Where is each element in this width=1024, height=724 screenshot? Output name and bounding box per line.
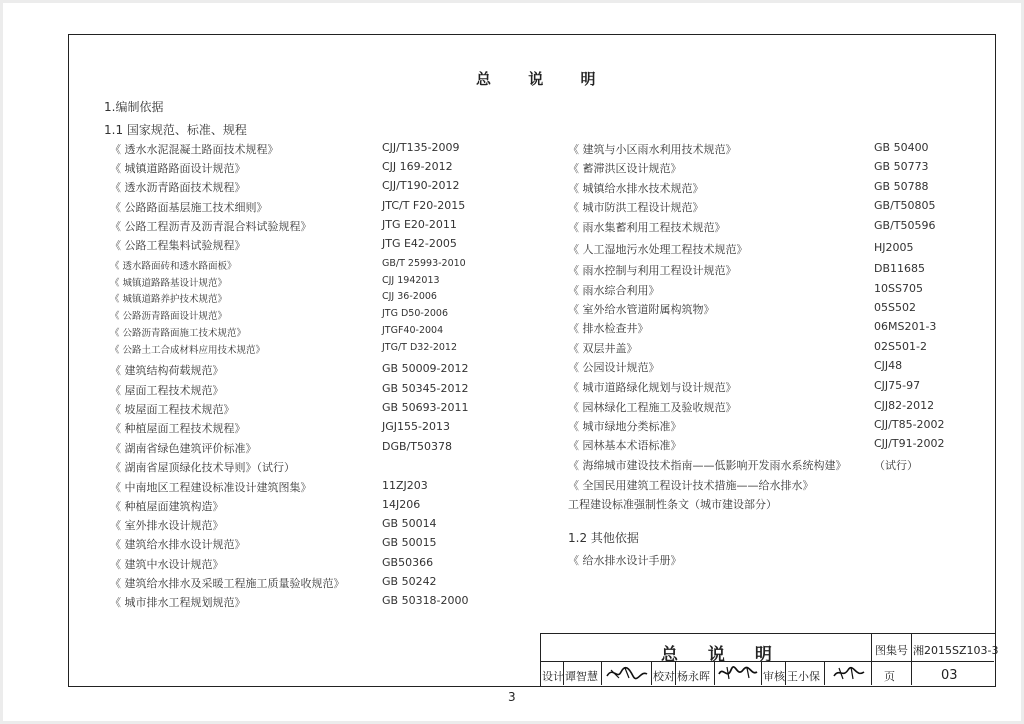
- atlas-number: 湘2015SZ103-3: [913, 644, 999, 657]
- standard-name: 《 雨水集蓄利用工程技术规范》: [568, 221, 726, 234]
- title-block-vline: [651, 661, 652, 685]
- checker-name: 杨永晖: [677, 670, 710, 683]
- title-block-vline: [601, 661, 602, 685]
- standard-name: 《 全国民用建筑工程设计技术措施——给水排水》: [568, 479, 814, 492]
- standard-name: 《 城市道路绿化规划与设计规范》: [568, 381, 737, 394]
- standard-code: GB 50345-2012: [382, 382, 469, 395]
- standard-code: 05S502: [874, 301, 916, 314]
- standard-code: DB11685: [874, 262, 926, 275]
- standard-name: 《 雨水综合利用》: [568, 284, 660, 297]
- standard-code: GB 50693-2011: [382, 401, 469, 414]
- standard-name: 《 建筑中水设计规范》: [110, 558, 224, 571]
- standard-code: JTG D50-2006: [382, 308, 448, 319]
- reviewer-name: 王小保: [787, 670, 820, 683]
- standard-name: 《 双层井盖》: [568, 342, 638, 355]
- standard-code: JTG/T D32-2012: [382, 342, 457, 353]
- standard-name: 《 城市防洪工程设计规范》: [568, 201, 704, 214]
- review-label: 审核: [763, 670, 785, 683]
- standard-name: 《 公路路面基层施工技术细则》: [110, 201, 268, 214]
- standard-code: GB 50014: [382, 517, 437, 530]
- standard-code: GB 50015: [382, 536, 437, 549]
- standard-code: CJJ 169-2012: [382, 160, 453, 173]
- standard-name: 《 中南地区工程建设标准设计建筑图集》: [110, 481, 312, 494]
- reviewer-signature: [831, 664, 867, 682]
- designer-signature: [605, 664, 649, 682]
- standard-name: 《 城镇道路路基设计规范》: [110, 278, 228, 289]
- section-heading-1-1: 1.1 国家规范、标准、规程: [104, 123, 247, 137]
- standard-name: 《 透水路面砖和透水路面板》: [110, 261, 237, 272]
- standard-code: 02S501-2: [874, 340, 927, 353]
- standard-name: 《 湖南省屋顶绿化技术导则》（试行）: [110, 461, 295, 474]
- standard-code: GB 50773: [874, 160, 929, 173]
- standard-code: JTG E42-2005: [382, 237, 457, 250]
- standard-name: 《 公路工程集料试验规程》: [110, 239, 246, 252]
- standard-code: JGJ155-2013: [382, 420, 450, 433]
- standard-name: 《 种植屋面工程技术规程》: [110, 422, 246, 435]
- standard-name: 《 城镇给水排水技术规范》: [568, 182, 704, 195]
- standard-name: 《 园林基本术语标准》: [568, 439, 682, 452]
- section-heading-1-2: 1.2 其他依据: [568, 531, 639, 545]
- section-heading-1: 1.编制依据: [104, 100, 164, 114]
- standard-name: 《 雨水控制与利用工程设计规范》: [568, 264, 737, 277]
- standard-code: CJJ75-97: [874, 379, 921, 392]
- check-label: 校对: [653, 670, 675, 683]
- standard-name: 《 湖南省绿色建筑评价标准》: [110, 442, 257, 455]
- standard-name: 《 公路沥青路面设计规范》: [110, 311, 228, 322]
- standard-name: 《 建筑与小区雨水利用技术规范》: [568, 143, 737, 156]
- standard-code: GB 50788: [874, 180, 929, 193]
- standard-name: 《 城市绿地分类标准》: [568, 420, 682, 433]
- standard-code: 14J206: [382, 498, 421, 511]
- standard-code: 11ZJ203: [382, 479, 428, 492]
- standard-name: 《 种植屋面建筑构造》: [110, 500, 224, 513]
- standard-code: GB 50242: [382, 575, 437, 588]
- standard-code: HJ2005: [874, 241, 914, 254]
- atlas-label: 图集号: [875, 644, 908, 657]
- standard-name: 《 排水检查井》: [568, 322, 649, 335]
- standard-name: 《 园林绿化工程施工及验收规范》: [568, 401, 737, 414]
- standard-name: 《 建筑结构荷载规范》: [110, 364, 224, 377]
- standard-name: 《 透水水泥混凝土路面技术规程》: [110, 143, 279, 156]
- standard-name: 《 城市排水工程规划规范》: [110, 596, 246, 609]
- standard-code: JTC/T F20-2015: [382, 199, 466, 212]
- standard-code: GB/T50805: [874, 199, 936, 212]
- other-basis-item: 《 给水排水设计手册》: [568, 554, 682, 567]
- standard-code: GB 50009-2012: [382, 362, 469, 375]
- standard-code: CJJ82-2012: [874, 399, 935, 412]
- standard-code: 10SS705: [874, 282, 923, 295]
- designer-name: 谭智慧: [565, 670, 598, 683]
- standard-code: CJJ 1942013: [382, 275, 440, 286]
- standard-code: CJJ48: [874, 359, 903, 372]
- checker-signature: [717, 664, 759, 682]
- standard-name: 《 屋面工程技术规范》: [110, 384, 224, 397]
- standard-code: 06MS201-3: [874, 320, 937, 333]
- standard-code: GB/T50596: [874, 219, 936, 232]
- title-block: [540, 633, 999, 687]
- page-title: 总 说 明: [476, 70, 612, 88]
- page-number-cell: 03: [941, 668, 958, 683]
- design-label: 设计: [542, 670, 564, 683]
- standard-name: 《 透水沥青路面技术规程》: [110, 181, 246, 194]
- standard-name: 《 人工湿地污水处理工程技术规范》: [568, 243, 748, 256]
- standard-code: JTGF40-2004: [382, 325, 444, 336]
- title-block-vline: [911, 634, 912, 685]
- standard-name: 《 海绵城市建设技术指南——低影响开发雨水系统构建》: [568, 459, 847, 472]
- title-block-title: 总 说 明: [661, 645, 784, 665]
- title-block-vline: [871, 634, 872, 685]
- standard-name: 《 城镇道路养护技术规范》: [110, 294, 228, 305]
- title-block-vline: [785, 661, 786, 685]
- standard-code: CJJ/T190-2012: [382, 179, 460, 192]
- page-number: 3: [508, 690, 516, 704]
- standard-name: 《 公路沥青路面施工技术规范》: [110, 328, 247, 339]
- standard-name: 《 坡屋面工程技术规范》: [110, 403, 235, 416]
- standard-code: GB/T 25993-2010: [382, 258, 466, 269]
- standard-name: 工程建设标准强制性条文（城市建设部分）: [568, 498, 777, 511]
- standard-code: GB 50318-2000: [382, 594, 469, 607]
- standard-code: CJJ/T135-2009: [382, 141, 460, 154]
- standard-code: CJJ 36-2006: [382, 291, 437, 302]
- standard-name: 《 建筑给水排水设计规范》: [110, 538, 246, 551]
- standard-code: CJJ/T85-2002: [874, 418, 945, 431]
- standard-name: 《 室外给水管道附属构筑物》: [568, 303, 715, 316]
- standard-name: 《 建筑给水排水及采暖工程施工质量验收规范》: [110, 577, 345, 590]
- standard-code: （试行）: [874, 459, 918, 472]
- standard-name: 《 公园设计规范》: [568, 361, 660, 374]
- standard-code: GB 50400: [874, 141, 929, 154]
- standard-name: 《 城镇道路路面设计规范》: [110, 162, 246, 175]
- title-block-vline: [824, 661, 825, 685]
- standard-name: 《 公路土工合成材料应用技术规范》: [110, 345, 266, 356]
- standard-name: 《 公路工程沥青及沥青混合料试验规程》: [110, 220, 312, 233]
- page-label: 页: [884, 670, 895, 683]
- standard-name: 《 室外排水设计规范》: [110, 519, 224, 532]
- standard-name: 《 蓄滞洪区设计规范》: [568, 162, 682, 175]
- standard-code: GB50366: [382, 556, 434, 569]
- standard-code: JTG E20-2011: [382, 218, 457, 231]
- standard-code: DGB/T50378: [382, 440, 452, 453]
- standard-code: CJJ/T91-2002: [874, 437, 945, 450]
